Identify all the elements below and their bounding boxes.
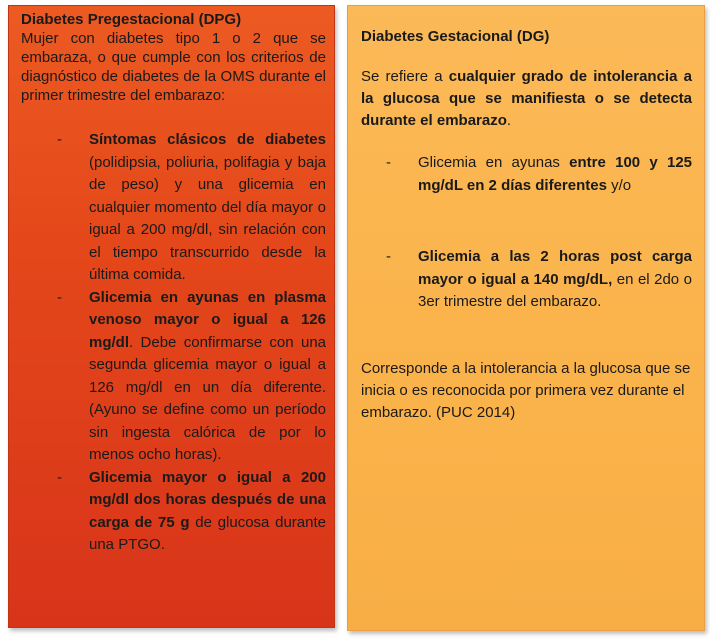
dg-intro-bold: cualquier grado de intolerancia a la glucosa que se manifiesta o se detecta durante el embarazo — [361, 68, 692, 129]
criterion-bold: Glicemia a las 2 horas post carga mayor o igual a 140 mg/dL, — [418, 248, 692, 288]
criterion-bold: Síntomas clásicos de diabetes — [89, 131, 326, 148]
criterion-text: (polidipsia, poliuria, polifagia y baja de peso) y una glicemia en cualquier momento del día mayor o igual a 200 mg/dl, sin relación con el tiempo transcurrido desde la última comida. — [89, 153, 326, 283]
panel-title-dg: Diabetes Gestacional (DG) — [361, 28, 550, 45]
criterion-bold: entre 100 y 125 mg/dL en 2 días diferentes — [418, 154, 693, 194]
bullet-dash: - — [57, 131, 62, 148]
dpg-intro: Mujer con diabetes tipo 1 o 2 que se embaraza, o que cumple con los criterios de diagnóstico de diabetes de la OMS durante el primer trimestre del embarazo: — [21, 30, 326, 104]
bullet-dash: - — [386, 154, 391, 171]
dg-criteria-list — [361, 152, 692, 314]
bullet-dash: - — [386, 248, 391, 265]
criterion-text: en el 2do o 3er trimestre del embarazo. — [418, 270, 692, 310]
criterion-bold: Glicemia mayor o igual a 200 mg/dl dos horas después de una carga de 75 g — [89, 468, 326, 531]
list-item — [386, 152, 693, 197]
list-item — [57, 129, 326, 287]
criterion-text: de glucosa durante una PTGO. — [89, 513, 326, 553]
criterion-bold: Glicemia en ayunas en plasma venoso mayor o igual a 126 mg/dl — [89, 288, 326, 351]
list-item — [57, 287, 326, 467]
list-item — [57, 467, 326, 557]
dg-footer: Corresponde a la intolerancia a la glucosa que se inicia o es reconocida por primera vez durante el embarazo. (PUC 2014) — [361, 359, 691, 421]
dg-intro — [361, 66, 692, 132]
list-item — [386, 246, 692, 314]
bullet-dash: - — [57, 468, 62, 486]
criterion-text: . Debe confirmarse con una segunda glicemia mayor o igual a 126 mg/dl en un día diferente. (Ayuno se define como un período sin ingesta calórica de por lo menos ocho horas). — [89, 333, 326, 463]
dpg-criteria-list — [21, 129, 326, 557]
criterion-text: Glicemia en ayunas — [418, 154, 570, 171]
gestational-diabetes-panel — [347, 5, 705, 631]
dg-intro-text: Se refiere a — [361, 68, 449, 85]
bullet-dash: - — [57, 288, 62, 306]
criterion-suffix: y/o — [606, 176, 632, 194]
pregestational-diabetes-panel — [8, 5, 335, 628]
dg-intro-end: . — [506, 112, 512, 129]
panel-title-dpg: Diabetes Pregestacional (DPG) — [21, 11, 242, 28]
